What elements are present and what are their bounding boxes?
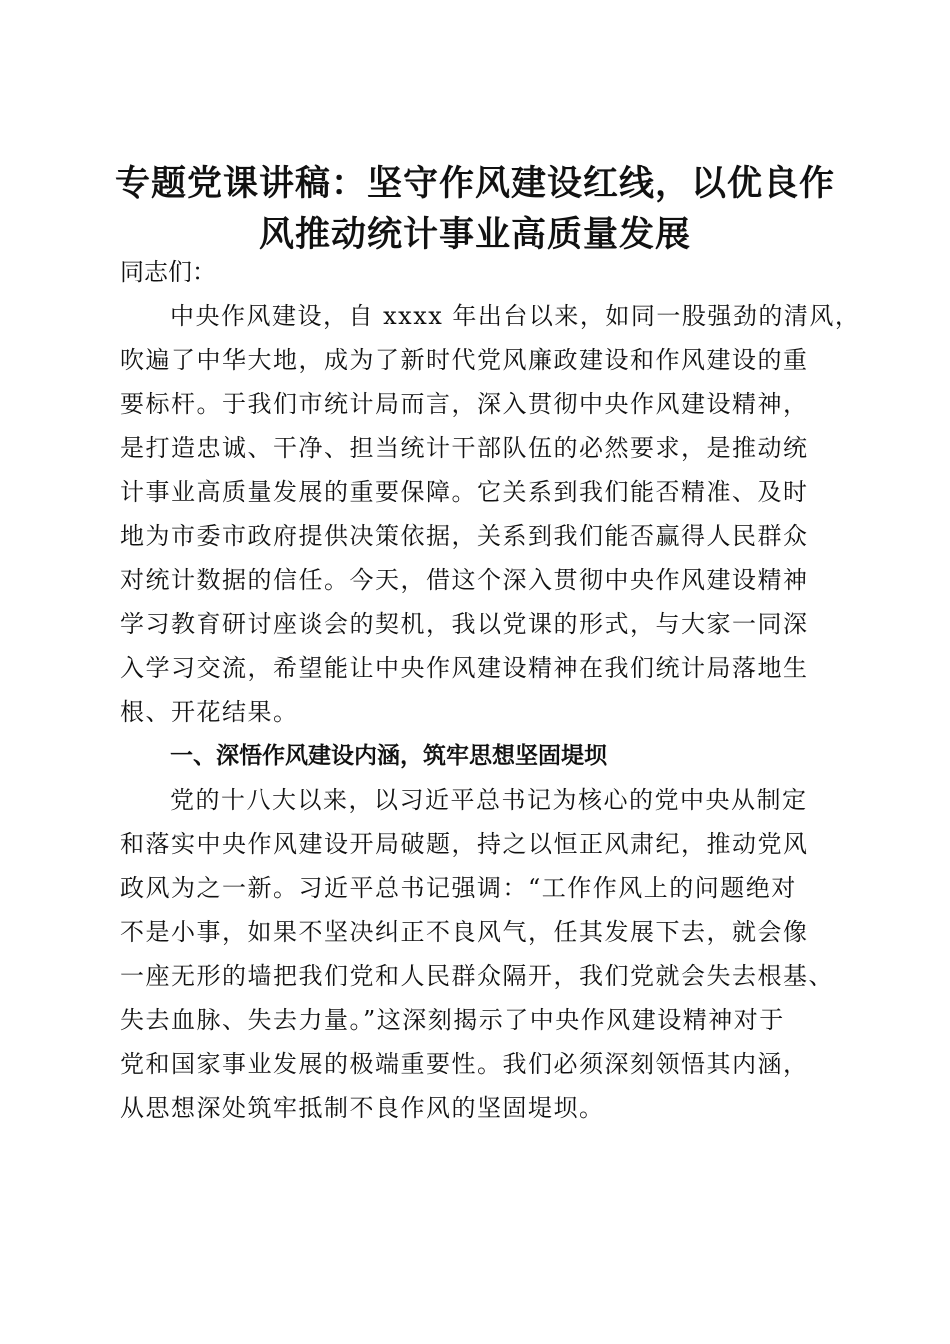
paragraph-line: 一座无形的墙把我们党和人民群众隔开，我们党就会失去根基、 [120, 962, 834, 990]
document-title [110, 158, 840, 260]
paragraph-line: 和落实中央作风建设开局破题，持之以恒正风肃纪，推动党风 [120, 830, 809, 858]
paragraph-line: 要标杆。于我们市统计局而言，深入贯彻中央作风建设精神， [120, 390, 809, 418]
greeting: 同志们： [120, 258, 216, 286]
paragraph-line: 不是小事，如果不坚决纠正不良风气，任其发展下去，就会像 [120, 918, 809, 946]
title-line: 专题党课讲稿：坚守作风建设红线，以优良作 [114, 163, 835, 205]
paragraph-line: 从思想深处筑牢抵制不良作风的坚固堤坝。 [120, 1094, 605, 1122]
paragraph-intro [120, 294, 861, 734]
paragraph-line: 失去血脉、失去力量。”这深刻揭示了中央作风建设精神对于 [120, 1006, 785, 1034]
title-line: 风推动统计事业高质量发展 [258, 214, 691, 256]
document-body [120, 250, 861, 1130]
paragraph-section-1 [120, 778, 850, 1130]
paragraph-line: 吹遍了中华大地，成为了新时代党风廉政建设和作风建设的重 [120, 346, 809, 374]
paragraph-line: 学习教育研讨座谈会的契机，我以党课的形式，与大家一同深 [120, 610, 809, 638]
section-heading: 一、深悟作风建设内涵，筑牢思想坚固堤坝 [170, 743, 607, 769]
paragraph-line: 对统计数据的信任。今天，借这个深入贯彻中央作风建设精神 [120, 566, 809, 594]
paragraph-line: 计事业高质量发展的重要保障。它关系到我们能否精准、及时 [120, 478, 809, 506]
paragraph-line: 根、开花结果。 [120, 698, 299, 726]
paragraph-line: 党的十八大以来，以习近平总书记为核心的党中央从制定 [170, 786, 808, 814]
paragraph-line: 地为市委市政府提供决策依据，关系到我们能否赢得人民群众 [120, 522, 809, 550]
paragraph-line: 政风为之一新。习近平总书记强调：“工作作风上的问题绝对 [120, 874, 797, 902]
paragraph-line: 入学习交流，希望能让中央作风建设精神在我们统计局落地生 [120, 654, 809, 682]
paragraph-line: 中央作风建设，自 xxxx 年出台以来，如同一股强劲的清风， [170, 302, 861, 330]
paragraph-line: 是打造忠诚、干净、担当统计干部队伍的必然要求，是推动统 [120, 434, 809, 462]
paragraph-line: 党和国家事业发展的极端重要性。我们必须深刻领悟其内涵， [120, 1050, 809, 1078]
